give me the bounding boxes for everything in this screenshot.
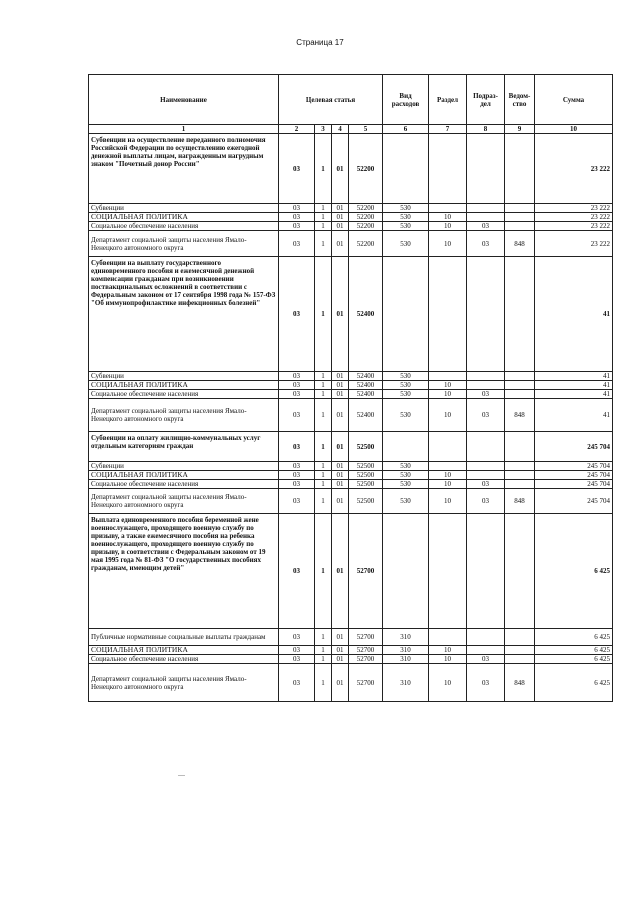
row-code xyxy=(467,471,505,480)
table-row xyxy=(89,231,613,257)
row-code: 1 xyxy=(315,213,332,222)
row-name: Департамент социальной защиты населения Ямало-Ненецкого автономного округа xyxy=(89,489,279,514)
row-code: 01 xyxy=(332,480,349,489)
table-row xyxy=(89,432,613,462)
column-number: 2 xyxy=(279,125,315,134)
row-code xyxy=(429,134,467,204)
row-name: Выплата единовременного пособия беременной жене военнослужащего, проходящего военную службу по призыву, а также ежемесячного пособия на ребенка военнослужащего, проходящего военную службу по призыву, в соответствии с Федеральным законом от 19 мая 1995 года № 81-ФЗ "О государственных пособиях гражданам, имеющим детей" xyxy=(89,514,279,629)
row-amount: 6 425 xyxy=(535,629,613,646)
row-code: 52500 xyxy=(349,489,383,514)
row-name: Департамент социальной защиты населения Ямало-Ненецкого автономного округа xyxy=(89,399,279,432)
table-row xyxy=(89,462,613,471)
page-number: Страница 17 xyxy=(296,38,344,47)
header-name: Наименование xyxy=(89,75,279,125)
row-code: 52500 xyxy=(349,471,383,480)
row-name: СОЦИАЛЬНАЯ ПОЛИТИКА xyxy=(89,381,279,390)
row-code: 52200 xyxy=(349,134,383,204)
row-code: 03 xyxy=(279,381,315,390)
row-code xyxy=(505,514,535,629)
row-code: 03 xyxy=(467,664,505,702)
row-code xyxy=(505,222,535,231)
row-code: 52700 xyxy=(349,514,383,629)
row-code: 530 xyxy=(383,390,429,399)
row-amount: 23 222 xyxy=(535,222,613,231)
row-name: Социальное обеспечение населения xyxy=(89,480,279,489)
row-code: 310 xyxy=(383,646,429,655)
row-code: 03 xyxy=(279,489,315,514)
row-code: 10 xyxy=(429,381,467,390)
row-amount: 6 425 xyxy=(535,664,613,702)
table-row xyxy=(89,629,613,646)
table-row xyxy=(89,390,613,399)
row-code: 52400 xyxy=(349,372,383,381)
table-header-row xyxy=(89,75,613,125)
row-code: 03 xyxy=(279,222,315,231)
row-code: 03 xyxy=(279,471,315,480)
row-code: 1 xyxy=(315,655,332,664)
row-code: 1 xyxy=(315,372,332,381)
row-code: 01 xyxy=(332,432,349,462)
row-amount: 245 704 xyxy=(535,480,613,489)
row-code: 52700 xyxy=(349,664,383,702)
row-code: 530 xyxy=(383,471,429,480)
row-code: 03 xyxy=(279,664,315,702)
column-number: 9 xyxy=(505,125,535,134)
row-code: 530 xyxy=(383,399,429,432)
row-code xyxy=(505,372,535,381)
row-code: 03 xyxy=(467,489,505,514)
table-row xyxy=(89,257,613,372)
row-code xyxy=(429,204,467,213)
row-amount: 245 704 xyxy=(535,489,613,514)
row-code: 01 xyxy=(332,399,349,432)
row-name: СОЦИАЛЬНАЯ ПОЛИТИКА xyxy=(89,213,279,222)
row-code: 10 xyxy=(429,655,467,664)
row-amount: 23 222 xyxy=(535,231,613,257)
table-row xyxy=(89,664,613,702)
row-amount: 23 222 xyxy=(535,213,613,222)
row-code: 530 xyxy=(383,462,429,471)
table-body xyxy=(89,134,613,702)
row-code: 1 xyxy=(315,399,332,432)
table-row xyxy=(89,646,613,655)
row-code: 03 xyxy=(279,257,315,372)
row-code: 10 xyxy=(429,480,467,489)
row-code: 01 xyxy=(332,514,349,629)
row-code: 310 xyxy=(383,655,429,664)
row-code: 52700 xyxy=(349,655,383,664)
row-name: Субвенции xyxy=(89,462,279,471)
row-amount: 41 xyxy=(535,390,613,399)
row-code: 52200 xyxy=(349,222,383,231)
row-code: 530 xyxy=(383,372,429,381)
row-name: Социальное обеспечение населения xyxy=(89,655,279,664)
row-amount: 6 425 xyxy=(535,514,613,629)
row-code xyxy=(505,629,535,646)
budget-table xyxy=(88,74,613,702)
row-code: 1 xyxy=(315,471,332,480)
row-code: 01 xyxy=(332,655,349,664)
column-number-row xyxy=(89,125,613,134)
table-row xyxy=(89,381,613,390)
row-code xyxy=(505,462,535,471)
row-code: 1 xyxy=(315,432,332,462)
table-row xyxy=(89,222,613,231)
row-code: 01 xyxy=(332,381,349,390)
column-number: 3 xyxy=(315,125,332,134)
row-code xyxy=(467,134,505,204)
row-code: 03 xyxy=(279,462,315,471)
row-code xyxy=(429,432,467,462)
row-code: 1 xyxy=(315,231,332,257)
row-code xyxy=(467,372,505,381)
table-row xyxy=(89,471,613,480)
column-number: 7 xyxy=(429,125,467,134)
row-code: 01 xyxy=(332,390,349,399)
row-code: 1 xyxy=(315,480,332,489)
row-code: 10 xyxy=(429,664,467,702)
row-code: 10 xyxy=(429,222,467,231)
row-code xyxy=(429,629,467,646)
row-code: 01 xyxy=(332,372,349,381)
row-name: Публичные нормативные социальные выплаты гражданам xyxy=(89,629,279,646)
header-amount: Сумма xyxy=(535,75,613,125)
row-code: 03 xyxy=(279,399,315,432)
row-code xyxy=(467,432,505,462)
row-code: 530 xyxy=(383,480,429,489)
row-amount: 41 xyxy=(535,381,613,390)
row-code xyxy=(505,655,535,664)
row-code xyxy=(429,372,467,381)
row-code: 01 xyxy=(332,489,349,514)
row-code xyxy=(383,432,429,462)
row-code: 01 xyxy=(332,222,349,231)
row-name: Департамент социальной защиты населения Ямало-Ненецкого автономного округа xyxy=(89,231,279,257)
row-code: 03 xyxy=(279,213,315,222)
row-code xyxy=(467,204,505,213)
row-code: 52500 xyxy=(349,432,383,462)
row-code: 03 xyxy=(279,390,315,399)
row-name: Департамент социальной защиты населения Ямало-Ненецкого автономного округа xyxy=(89,664,279,702)
row-code: 530 xyxy=(383,204,429,213)
row-code: 01 xyxy=(332,213,349,222)
row-code xyxy=(505,381,535,390)
row-code: 01 xyxy=(332,257,349,372)
table-row xyxy=(89,399,613,432)
row-code xyxy=(429,257,467,372)
row-name: Субвенции на оплату жилищно-коммунальных услуг отдельным категориям граждан xyxy=(89,432,279,462)
row-code: 1 xyxy=(315,514,332,629)
header-expense-type: Вид расходов xyxy=(383,75,429,125)
table-row xyxy=(89,213,613,222)
row-code xyxy=(467,514,505,629)
row-code: 03 xyxy=(467,390,505,399)
row-name: СОЦИАЛЬНАЯ ПОЛИТИКА xyxy=(89,471,279,480)
row-code: 03 xyxy=(279,372,315,381)
column-number: 8 xyxy=(467,125,505,134)
row-code: 530 xyxy=(383,489,429,514)
row-code xyxy=(467,462,505,471)
row-code xyxy=(383,514,429,629)
header-department: Ведом-ство xyxy=(505,75,535,125)
row-code xyxy=(467,257,505,372)
row-code xyxy=(505,134,535,204)
row-code xyxy=(467,213,505,222)
row-code: 01 xyxy=(332,664,349,702)
row-code: 310 xyxy=(383,629,429,646)
row-code: 01 xyxy=(332,629,349,646)
row-code xyxy=(429,514,467,629)
row-amount: 6 425 xyxy=(535,655,613,664)
row-code: 03 xyxy=(279,480,315,489)
column-number: 6 xyxy=(383,125,429,134)
row-code: 52700 xyxy=(349,646,383,655)
row-code: 848 xyxy=(505,231,535,257)
row-name: СОЦИАЛЬНАЯ ПОЛИТИКА xyxy=(89,646,279,655)
row-name: Субвенции на осуществление переданного полномочия Российской Федерации по осуществлению ежегодной денежной выплаты лицам, награжденным нагрудным знаком "Почетный донор России" xyxy=(89,134,279,204)
column-number: 10 xyxy=(535,125,613,134)
row-code: 1 xyxy=(315,629,332,646)
row-amount: 245 704 xyxy=(535,471,613,480)
row-code: 1 xyxy=(315,381,332,390)
row-code: 03 xyxy=(467,655,505,664)
row-code xyxy=(505,213,535,222)
row-code xyxy=(505,257,535,372)
row-code: 03 xyxy=(467,222,505,231)
row-code: 03 xyxy=(279,646,315,655)
row-code: 01 xyxy=(332,204,349,213)
row-code: 03 xyxy=(279,432,315,462)
row-code xyxy=(467,629,505,646)
row-code: 01 xyxy=(332,471,349,480)
column-number: 1 xyxy=(89,125,279,134)
row-code: 310 xyxy=(383,664,429,702)
table-row xyxy=(89,204,613,213)
row-code: 03 xyxy=(467,399,505,432)
row-code: 848 xyxy=(505,399,535,432)
row-code xyxy=(505,204,535,213)
row-amount: 6 425 xyxy=(535,646,613,655)
row-code: 1 xyxy=(315,390,332,399)
row-amount: 245 704 xyxy=(535,462,613,471)
row-amount: 245 704 xyxy=(535,432,613,462)
row-code: 52700 xyxy=(349,629,383,646)
row-code: 52200 xyxy=(349,213,383,222)
row-code: 03 xyxy=(279,514,315,629)
row-code: 03 xyxy=(279,204,315,213)
row-code: 52400 xyxy=(349,390,383,399)
table-row xyxy=(89,655,613,664)
table-row xyxy=(89,134,613,204)
row-code: 1 xyxy=(315,257,332,372)
row-code: 1 xyxy=(315,222,332,231)
row-code: 52500 xyxy=(349,462,383,471)
header-section: Раздел xyxy=(429,75,467,125)
row-code: 01 xyxy=(332,134,349,204)
row-code: 1 xyxy=(315,489,332,514)
row-code: 1 xyxy=(315,664,332,702)
row-code xyxy=(505,646,535,655)
row-code xyxy=(505,432,535,462)
row-code: 10 xyxy=(429,471,467,480)
row-code: 530 xyxy=(383,213,429,222)
row-code: 03 xyxy=(279,134,315,204)
column-number: 4 xyxy=(332,125,349,134)
row-code: 01 xyxy=(332,231,349,257)
header-target-article: Целевая статья xyxy=(279,75,383,125)
row-code: 1 xyxy=(315,204,332,213)
row-code xyxy=(383,257,429,372)
column-number: 5 xyxy=(349,125,383,134)
row-name: Субвенции xyxy=(89,372,279,381)
row-code: 530 xyxy=(383,222,429,231)
row-code: 03 xyxy=(467,480,505,489)
row-code xyxy=(467,646,505,655)
row-code: 848 xyxy=(505,489,535,514)
row-name: Субвенции на выплату государственного единовременного пособия и ежемесячной денежной компенсации гражданам при возникновении поствакцинальных осложнений в соответствии с Федеральным законом от 17 сентября 1998 года № 157-ФЗ "Об иммунопрофилактике инфекционных болезней" xyxy=(89,257,279,372)
row-code: 10 xyxy=(429,646,467,655)
row-code: 03 xyxy=(279,231,315,257)
row-amount: 23 222 xyxy=(535,204,613,213)
row-code: 52200 xyxy=(349,231,383,257)
row-code: 52400 xyxy=(349,381,383,390)
row-code: 01 xyxy=(332,462,349,471)
row-code: 52200 xyxy=(349,204,383,213)
row-code: 52400 xyxy=(349,257,383,372)
row-amount: 41 xyxy=(535,399,613,432)
header-subsection: Подраз-дел xyxy=(467,75,505,125)
row-code: 10 xyxy=(429,390,467,399)
row-code: 01 xyxy=(332,646,349,655)
row-code: 10 xyxy=(429,489,467,514)
row-name: Социальное обеспечение населения xyxy=(89,222,279,231)
table-row xyxy=(89,514,613,629)
row-code: 10 xyxy=(429,399,467,432)
row-code: 848 xyxy=(505,664,535,702)
row-name: Субвенции xyxy=(89,204,279,213)
table-row xyxy=(89,372,613,381)
table-row xyxy=(89,480,613,489)
row-code: 530 xyxy=(383,231,429,257)
row-code: 1 xyxy=(315,134,332,204)
row-code: 530 xyxy=(383,381,429,390)
row-code: 1 xyxy=(315,462,332,471)
row-code: 52400 xyxy=(349,399,383,432)
row-code: 10 xyxy=(429,231,467,257)
row-code xyxy=(505,480,535,489)
table-row xyxy=(89,489,613,514)
row-code: 03 xyxy=(279,629,315,646)
row-code xyxy=(505,390,535,399)
row-amount: 41 xyxy=(535,372,613,381)
row-code: 03 xyxy=(279,655,315,664)
row-code: 1 xyxy=(315,646,332,655)
row-code: 10 xyxy=(429,213,467,222)
row-code xyxy=(467,381,505,390)
row-name: Социальное обеспечение населения xyxy=(89,390,279,399)
row-amount: 41 xyxy=(535,257,613,372)
scan-mark xyxy=(178,775,185,776)
row-code xyxy=(383,134,429,204)
row-code xyxy=(429,462,467,471)
row-code xyxy=(505,471,535,480)
row-code: 52500 xyxy=(349,480,383,489)
row-amount: 23 222 xyxy=(535,134,613,204)
row-code: 03 xyxy=(467,231,505,257)
